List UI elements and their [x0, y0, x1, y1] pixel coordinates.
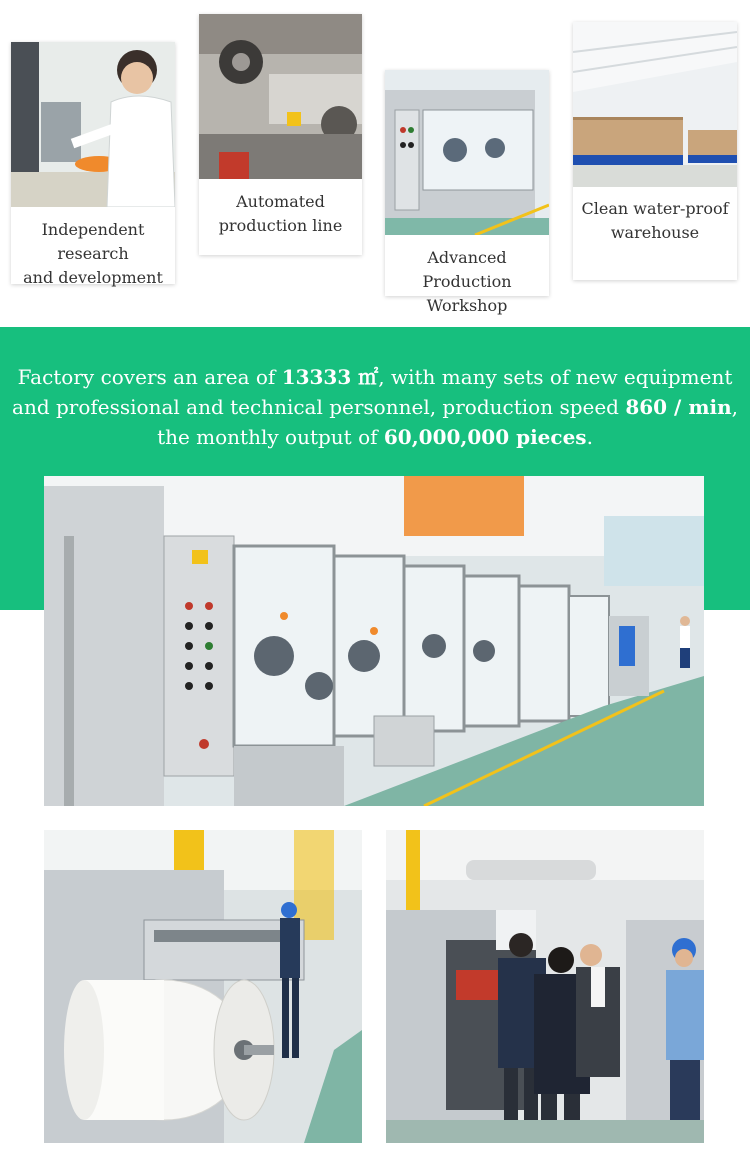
factory-area: 13333 ㎡	[281, 365, 379, 389]
feature-caption: Automated production line	[218, 192, 343, 235]
visitors-inspection-photo	[386, 830, 704, 1143]
workshop-machine-photo	[385, 70, 549, 235]
machine-closeup-photo	[199, 14, 362, 179]
monthly-output: 60,000,000 pieces	[383, 425, 587, 449]
feature-card-workshop	[385, 70, 549, 315]
production-line-photo	[44, 476, 704, 806]
researcher-lab-photo	[11, 42, 175, 207]
feature-caption: Advanced Production Workshop	[422, 248, 512, 315]
warehouse-photo	[573, 22, 737, 187]
feature-card-warehouse	[573, 22, 737, 280]
feature-caption: Clean water-proof warehouse	[581, 199, 729, 242]
feature-card-automated-line	[199, 14, 362, 255]
feature-caption: Independent research and development	[23, 220, 163, 287]
feature-card-research	[11, 42, 175, 287]
material-roll-photo	[44, 830, 362, 1143]
factory-intro-text: Factory covers an area of 13333 ㎡, with many sets of new equipment and professional and technical personnel, production speed 860 / min, the monthly output of 60,000,000 pieces.	[12, 365, 738, 449]
production-speed: 860 / min	[625, 395, 732, 419]
